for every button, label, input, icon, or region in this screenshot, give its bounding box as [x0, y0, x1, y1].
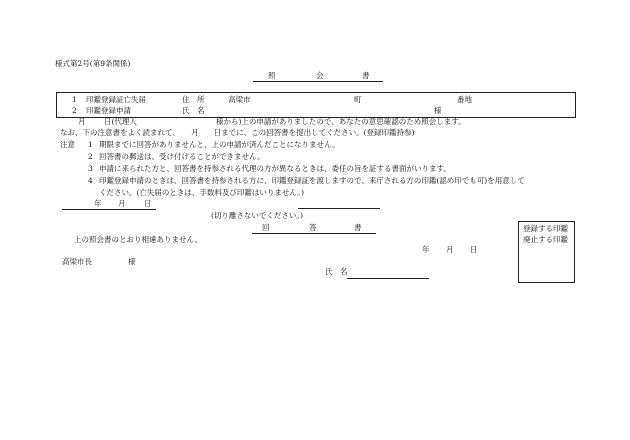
notes-label: 注意	[60, 140, 75, 149]
name-label: 氏 名	[182, 106, 205, 115]
note4-text: 印鑑登録申請のときは、回答書を持参される方に、印鑑登録証を渡しますので、来庁される方の印鑑(認め印でも可)を用意して	[99, 176, 525, 185]
address-label: 住 所	[182, 95, 205, 104]
reply-name-label: 氏 名	[325, 267, 348, 276]
cut-notice: (切り離さないでください。)	[211, 211, 304, 220]
inquiry-title	[253, 72, 383, 82]
reply-title-char-1: 回	[262, 223, 270, 232]
reply-date-year: 年	[422, 245, 430, 254]
line1-rest: 様から)上の申請がありましたので、あなたの意思確認のため照会します。	[216, 117, 466, 126]
inquiry-date-year: 年	[94, 199, 102, 208]
signature-blank-line	[298, 208, 380, 209]
seal-box-abolish: 廃止する印鑑	[523, 235, 568, 244]
form-id: 様式第2号(第9条関係)	[55, 59, 131, 68]
reply-date-day: 日	[470, 245, 478, 254]
inquiry-title-char-2: 会	[316, 71, 324, 80]
note1-text: 期限までに回答がありませんと、上の申請が済んだことになりません。	[99, 140, 340, 149]
note2-text: 回答書の郵送は、受け付けることができません。	[99, 152, 265, 161]
reply-title	[252, 224, 376, 234]
note3-number: 3	[88, 164, 93, 173]
reply-date-month: 月	[446, 245, 454, 254]
note1-number: 1	[88, 140, 93, 149]
inquiry-date-day: 日	[144, 199, 152, 208]
address-city: 高梁市	[228, 95, 251, 104]
line2-instruction: なお、下の注意書をよく読まれて、 月 日までに、この回答書を提出してください。(登録印鑑持参)	[60, 128, 415, 137]
note4-continuation: ください。(亡失届のときは、手数料及び印鑑はいりません。)	[99, 188, 305, 197]
line1-day-proxy: 日(代理人	[104, 117, 137, 126]
row2-type: 印鑑登録申請	[86, 106, 131, 115]
seal-box	[518, 221, 575, 283]
row2-number: 2	[72, 106, 77, 115]
line1-month: 月	[78, 117, 86, 126]
address-banchi: 番地	[457, 95, 472, 104]
note4-number: 4	[88, 176, 93, 185]
reply-title-char-3: 書	[354, 223, 362, 232]
reply-name-line	[347, 278, 429, 279]
inquiry-title-char-1: 照	[268, 71, 276, 80]
note3-text: 申請に来られた方と、回答書を持参される代理の方が異なるときは、委任の旨を証する書面がいります。	[99, 164, 451, 173]
reply-addressee: 高梁市長	[62, 257, 92, 266]
row1-number: 1	[72, 95, 77, 104]
address-cho: 町	[354, 95, 362, 104]
row1-type: 印鑑登録証亡失届	[86, 95, 146, 104]
reply-statement: 上の照会書のとおり相違ありません。	[74, 235, 202, 244]
name-sama: 様	[434, 106, 442, 115]
inquiry-title-char-3: 書	[362, 71, 370, 80]
inquiry-date-month: 月	[118, 199, 126, 208]
reply-addressee-sama: 様	[128, 257, 136, 266]
reply-title-char-2: 答	[309, 223, 317, 232]
note2-number: 2	[88, 152, 93, 161]
seal-box-register: 登録する印鑑	[523, 224, 568, 233]
inquiry-date-line	[62, 200, 156, 210]
